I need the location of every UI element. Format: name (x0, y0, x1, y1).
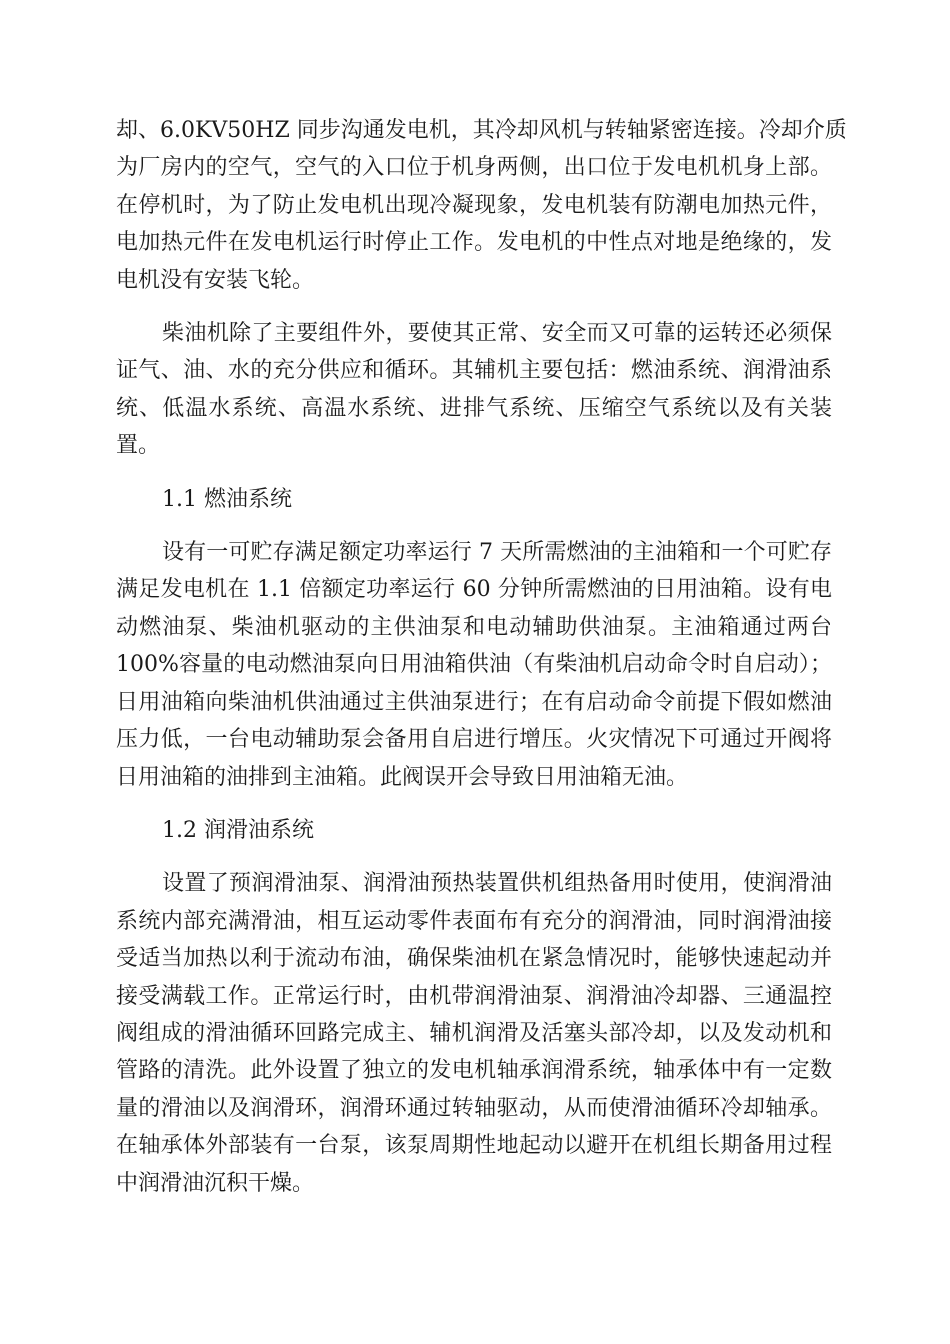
text-line: 系统内部充满滑油，相互运动零件表面布有充分的润滑油，同时润滑油接 (116, 908, 832, 934)
text-line: 阀组成的滑油循环回路完成主、辅机润滑及活塞头部冷却，以及发动机和 (116, 1020, 832, 1046)
text-line: 电机没有安装飞轮。 (116, 267, 315, 293)
text-line: 日用油箱向柴油机供油通过主供油泵进行；在有启动命令前提下假如燃油 (116, 689, 832, 715)
paragraph-fuel-system (116, 534, 832, 796)
text-line: 却、6.0KV50HZ 同步沟通发电机，其冷却风机与转轴紧密连接。冷却介质 (116, 118, 847, 143)
text-line: 设有一可贮存满足额定功率运行 7 天所需燃油的主油箱和一个可贮存 (162, 540, 832, 566)
text-line: 置。 (116, 433, 161, 459)
text-line: 量的滑油以及润滑环，润滑环通过转轴驱动，从而使滑油循环冷却轴承。 (116, 1095, 832, 1121)
section-heading-lubrication-system: 1.2 润滑油系统 (162, 817, 314, 843)
document-page (116, 112, 847, 1202)
spacer (116, 849, 832, 865)
text-line: 统、低温水系统、高温水系统、进排气系统、压缩空气系统以及有关装 (116, 395, 832, 421)
text-line: 证气、油、水的充分供应和循环。其辅机主要包括：燃油系统、润滑油系 (116, 358, 832, 384)
text-line: 在停机时，为了防止发电机出现冷凝现象，发电机装有防潮电加热元件， (116, 192, 832, 218)
text-line: 设置了预润滑油泵、润滑油预热装置供机组热备用时使用，使润滑油 (162, 871, 832, 897)
spacer (116, 796, 832, 812)
text-line: 管路的清洗。此外设置了独立的发电机轴承润滑系统，轴承体中有一定数 (116, 1058, 832, 1084)
text-line: 受适当加热以利于流动布油，确保柴油机在紧急情况时，能够快速起动并 (116, 946, 832, 972)
spacer (116, 299, 832, 315)
paragraph-generator-description (116, 112, 847, 299)
paragraph-auxiliary-systems (116, 315, 832, 465)
text-line: 柴油机除了主要组件外，要使其正常、安全而又可靠的运转还必须保 (162, 321, 832, 347)
text-line: 接受满载工作。正常运行时，由机带润滑油泵、润滑油冷却器、三通温控 (116, 983, 832, 1009)
text-line: 为厂房内的空气，空气的入口位于机身两侧，出口位于发电机机身上部。 (116, 155, 832, 181)
section-heading-fuel-system: 1.1 燃油系统 (162, 486, 292, 512)
spacer (116, 518, 832, 534)
text-line: 100%容量的电动燃油泵向日用油箱供油（有柴油机启动命令时自启动）； (116, 652, 832, 678)
text-line: 压力低，一台电动辅助泵会备用自启进行增压。火灾情况下可通过开阀将 (116, 727, 832, 753)
text-line: 动燃油泵、柴油机驱动的主供油泵和电动辅助供油泵。主油箱通过两台 (116, 614, 832, 640)
text-line: 满足发电机在 1.1 倍额定功率运行 60 分钟所需燃油的日用油箱。设有电 (116, 577, 832, 603)
spacer (116, 465, 832, 481)
paragraph-lubrication-system (116, 865, 832, 1202)
text-line: 电加热元件在发电机运行时停止工作。发电机的中性点对地是绝缘的，发 (116, 230, 832, 256)
text-line: 日用油箱的油排到主油箱。此阀误开会导致日用油箱无油。 (116, 764, 689, 790)
text-line: 中润滑油沉积干燥。 (116, 1170, 315, 1196)
text-line: 在轴承体外部装有一台泵，该泵周期性地起动以避开在机组长期备用过程 (116, 1133, 832, 1159)
